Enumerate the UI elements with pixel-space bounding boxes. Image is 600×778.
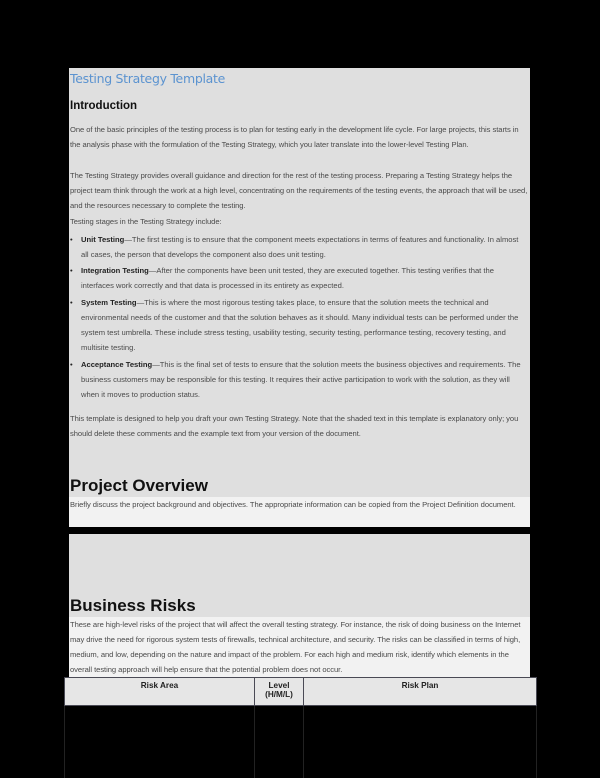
- stage-text: —After the components have been unit tested, they are executed together. This testing verifies that the interfaces work correctly and that data is processed in its entirety as expected.: [81, 266, 494, 290]
- level-cell[interactable]: [255, 706, 304, 778]
- risk-table: [64, 677, 537, 778]
- intro-paragraph-2: The Testing Strategy provides overall guidance and direction for the rest of the testing process. Preparing a Testing Strategy helps the project team think through the work at a high level, concentrating on the requirements of the testing events, the approach that will be used, and the resources necessary to complete the testing.: [70, 168, 528, 213]
- stage-name: Acceptance Testing: [81, 360, 152, 369]
- business-risks-heading: Business Risks: [70, 596, 196, 616]
- intro-paragraph-3: Testing stages in the Testing Strategy include:: [70, 214, 528, 229]
- introduction-heading: Introduction: [70, 100, 137, 112]
- stage-name: Integration Testing: [81, 266, 149, 275]
- stage-integration-testing: [70, 263, 528, 293]
- level-header: [255, 678, 304, 706]
- project-overview-heading: Project Overview: [70, 476, 208, 496]
- stage-name: Unit Testing: [81, 235, 124, 244]
- level-header-line1: Level: [269, 681, 290, 690]
- stage-text: —The first testing is to ensure that the component meets expectations in terms of features and functionality. In almost all cases, the person that develops the component also does unit testing.: [81, 235, 518, 259]
- risk-table-header-row: [65, 678, 537, 706]
- intro-closing-note: This template is designed to help you draft your own Testing Strategy. Note that the shaded text in this template is explanatory only; you should delete these comments and the example text from your version of the document.: [70, 411, 528, 441]
- stage-text: —This is where the most rigorous testing takes place, to ensure that the solution meets the technical and environmental needs of the customer and that the solution behaves as it should. Many individual tests can be performed under the system test umbrella. These include stress testing, usability testing, security testing, performance testing, recovery testing, and multisite testing.: [81, 298, 518, 352]
- business-risks-band: [69, 617, 530, 677]
- business-risks-text: These are high-level risks of the project that will affect the overall testing strategy. For instance, the risk of doing business on the Internet may drive the need for rigorous system tests of firewalls, technical architecture, and security. The risks can be classified in terms of high, medium, and low, depending on the nature and impact of the problem. For each high and medium risk, identify which elements in the overall testing approach will help ensure that the potential problem does not occur.: [70, 617, 528, 677]
- risk-plan-header: Risk Plan: [304, 678, 537, 706]
- stage-name: System Testing: [81, 298, 137, 307]
- risk-plan-cell[interactable]: [304, 706, 537, 778]
- bullet-icon: •: [70, 295, 81, 310]
- stage-acceptance-testing: [70, 357, 528, 402]
- document-title: Testing Strategy Template: [70, 71, 225, 86]
- table-row: [65, 706, 537, 778]
- risk-area-cell[interactable]: [65, 706, 255, 778]
- project-overview-band: [69, 497, 530, 527]
- risk-area-header: Risk Area: [65, 678, 255, 706]
- level-header-line2: (H/M/L): [265, 690, 293, 699]
- stage-system-testing: [70, 295, 528, 355]
- document-page-1: [69, 68, 530, 527]
- stage-text: —This is the final set of tests to ensure that the solution meets the business objectives and requirements. The business customers may be responsible for this testing. It requires their active participation to work with the solution, as they will when it moves to production status.: [81, 360, 521, 399]
- intro-paragraph-1: One of the basic principles of the testing process is to plan for testing early in the development life cycle. For large projects, this starts in the analysis phase with the formulation of the Testing Strategy, which you later translate into the lower-level Testing Plan.: [70, 122, 528, 152]
- project-overview-text: Briefly discuss the project background and objectives. The appropriate information can be copied from the Project Definition document.: [70, 497, 528, 512]
- bullet-icon: •: [70, 232, 81, 247]
- bullet-icon: •: [70, 357, 81, 372]
- bullet-icon: •: [70, 263, 81, 278]
- stage-unit-testing: [70, 232, 528, 262]
